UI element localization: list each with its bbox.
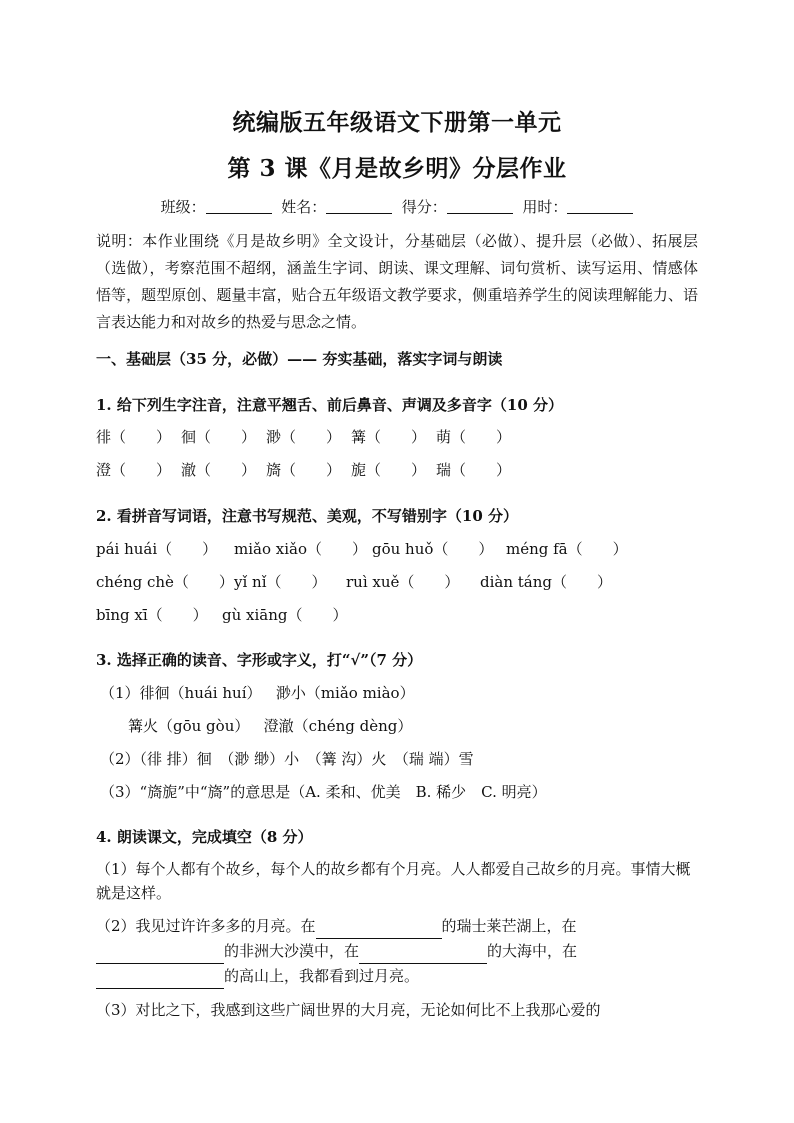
- class-label: 班级：: [160, 198, 206, 216]
- time-blank: [567, 199, 633, 214]
- score-blank: [447, 199, 513, 214]
- question-1-row-1: [96, 426, 521, 447]
- section-heading: 一、基础层（35 分，必做）—— 夯实基础，落实字词与朗读: [96, 350, 503, 368]
- question-2-row-3: [96, 604, 348, 625]
- question-2-title: 2. 看拼音写词语，注意书写规范、美观，不写错别字（10 分）: [96, 507, 518, 525]
- word-blank-item: méng fā（ ）: [506, 540, 628, 558]
- question-3-title: 3. 选择正确的读音、字形或字义，打“√”（7 分）: [96, 651, 423, 669]
- pinyin-blank-item: 瑞（ ）: [436, 461, 512, 479]
- pinyin-blank-item: 澄（ ）: [96, 461, 172, 479]
- time-label: 用时：: [522, 198, 568, 216]
- word-blank-item: ruì xuě（ ）: [346, 573, 460, 591]
- question-2-row-1: [96, 538, 628, 559]
- question-2-row-2: [96, 571, 612, 592]
- question-4-item-3: （3）对比之下，我感到这些广阔世界的大月亮，无论如何比不上我那心爱的: [96, 1001, 601, 1019]
- question-3-line-4: （3）“旖旎”中“旖”的意思是（A. 柔和、优美 B. 稀少 C. 明亮）: [100, 783, 547, 801]
- question-1-row-2: [96, 459, 521, 480]
- pinyin-blank-item: 萌（ ）: [436, 428, 512, 446]
- question-3-line-2: [128, 715, 412, 736]
- word-blank-item: diàn táng（ ）: [480, 573, 613, 591]
- question-3-line-3: （2）（徘 排）徊 （渺 缈）小 （篝 沟）火 （瑞 端）雪: [100, 750, 474, 768]
- choice-item: 渺小（miǎo miào）: [275, 684, 415, 702]
- pinyin-blank-item: 徘（ ）: [96, 428, 172, 446]
- fill-text: （2）我见过许许多多的月亮。在: [96, 917, 316, 935]
- question-3-line-1: [100, 682, 415, 703]
- word-blank-item: yǐ nǐ（ ）: [234, 573, 327, 591]
- word-blank-item: chéng chè（ ）: [96, 573, 234, 591]
- choice-item: 篝火（gōu gòu）: [128, 717, 250, 735]
- choice-item: （1）徘徊（huái huí）: [100, 684, 262, 702]
- page-subtitle: 第 3 课《月是故乡明》分层作业: [227, 155, 567, 182]
- instructions-paragraph: 说明：本作业围绕《月是故乡明》全文设计，分基础层（必做）、提升层（必做）、拓展层（选做），考察范围不超纲，涵盖生字词、朗读、课文理解、词句赏析、读写运用、情感体悟等，题型原创、题量丰富，贴合五年级语文教学要求，侧重培养学生的阅读理解能力、语言表达能力和对故乡的热爱与思念之情。: [96, 232, 698, 331]
- choice-item: 澄澈（chéng dèng）: [263, 717, 413, 735]
- question-4-item-1: （1）每个人都有个故乡，每个人的故乡都有个月亮。人人都爱自己故乡的月亮。事情大概就是这样。: [96, 860, 691, 902]
- question-4-item-2: [96, 914, 698, 989]
- word-blank-item: gù xiāng（ ）: [222, 606, 348, 624]
- question-4-title: 4. 朗读课文，完成填空（8 分）: [96, 828, 313, 846]
- score-label: 得分：: [401, 198, 447, 216]
- pinyin-blank-item: 徊（ ）: [181, 428, 257, 446]
- class-blank: [206, 199, 272, 214]
- pinyin-blank-item: 澈（ ）: [181, 461, 257, 479]
- fill-text: 的非洲大沙漠中，在: [224, 942, 360, 960]
- name-label: 姓名：: [281, 198, 327, 216]
- word-blank-item: miǎo xiǎo（ ）: [234, 540, 367, 558]
- fill-text: 的大海中，在: [487, 942, 578, 960]
- word-blank-item: pái huái（ ）: [96, 540, 218, 558]
- fill-text: 的瑞士莱芒湖上，在: [441, 917, 577, 935]
- word-blank-item: gōu huǒ（ ）: [372, 540, 494, 558]
- word-blank-item: bīng xī（ ）: [96, 606, 208, 624]
- pinyin-blank-item: 渺（ ）: [266, 428, 342, 446]
- student-info-line: [0, 196, 794, 217]
- fill-text: 的高山上，我都看到过月亮。: [224, 967, 420, 985]
- fill-blank: [96, 939, 224, 964]
- pinyin-blank-item: 旎（ ）: [351, 461, 427, 479]
- fill-blank: [316, 914, 442, 939]
- question-1-title: 1. 给下列生字注音，注意平翘舌、前后鼻音、声调及多音字（10 分）: [96, 396, 563, 414]
- pinyin-blank-item: 旖（ ）: [266, 461, 342, 479]
- pinyin-blank-item: 篝（ ）: [351, 428, 427, 446]
- fill-blank: [359, 939, 487, 964]
- name-blank: [326, 199, 392, 214]
- fill-blank: [96, 964, 224, 989]
- page-title: 统编版五年级语文下册第一单元: [232, 109, 562, 136]
